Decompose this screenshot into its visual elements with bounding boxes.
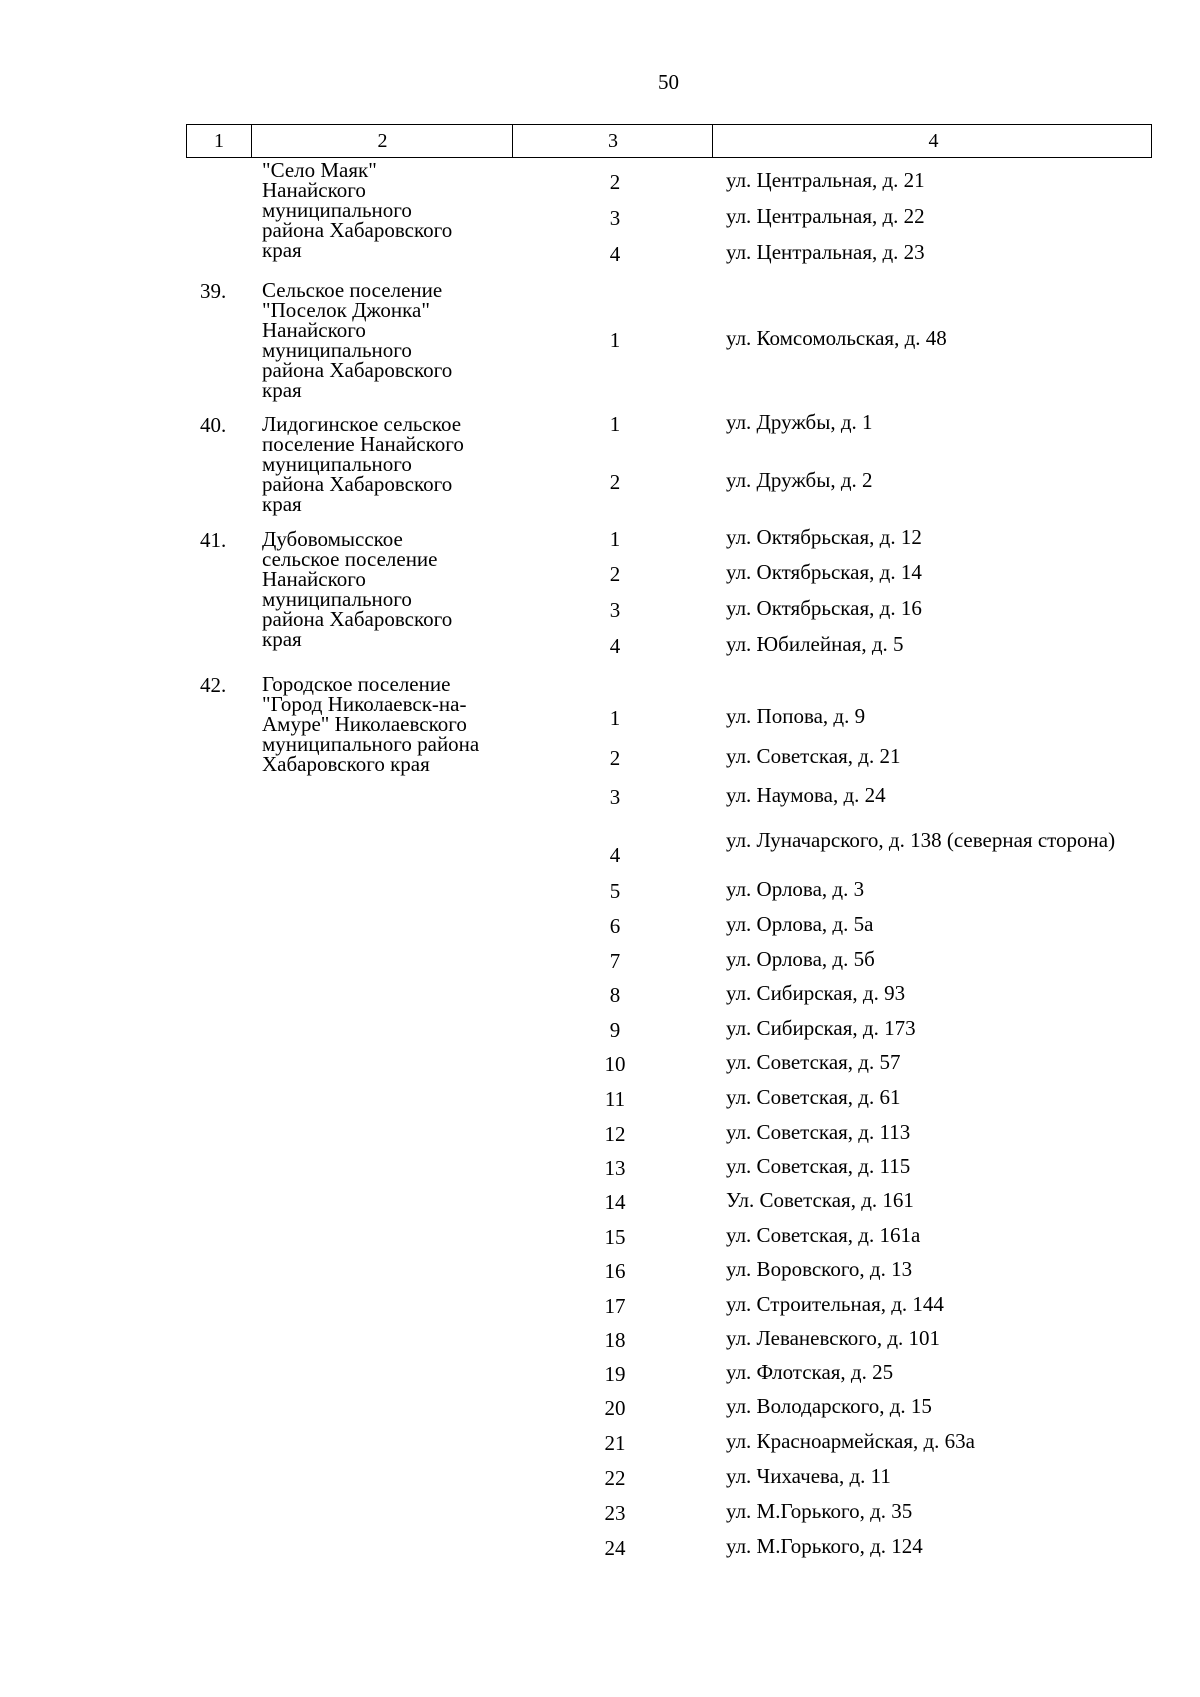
row-number: 2 [609,170,621,194]
row-address: ул. Воровского, д. 13 [726,1257,913,1281]
row-address: ул. Наумова, д. 24 [726,783,886,807]
table-row [560,242,1160,266]
row-address: ул. Юбилейная, д. 5 [726,632,904,656]
table-row [560,1536,1160,1560]
row-number: 12 [604,1122,626,1146]
row-address: ул. Орлова, д. 3 [726,877,865,901]
table-row [560,1156,1160,1180]
row-address: ул. Комсомольская, д. 48 [726,326,947,350]
table-row [560,1018,1160,1042]
name-line: "Город Николаевск-на- [262,692,467,716]
row-address: ул. Луначарского, д. 138 (северная сторона) [726,828,1116,852]
header-col-4: 4 [712,125,1154,157]
name-line: муниципального [262,452,412,476]
table-row [560,1225,1160,1249]
table-row [560,830,1160,874]
row-address: ул. М.Горького, д. 35 [726,1499,913,1523]
row-address: ул. Дружбы, д. 2 [726,468,873,492]
name-line: края [262,238,302,262]
table-row [560,706,1160,730]
row-address: ул. Октябрьская, д. 12 [726,525,922,549]
row-number: 10 [604,1052,626,1076]
row-address: ул. Чихачева, д. 11 [726,1464,891,1488]
row-number: 2 [609,470,621,494]
name-line: Нанайского [262,318,366,342]
name-line: района Хабаровского [262,358,453,382]
table-row [560,1052,1160,1076]
table-row [560,206,1160,230]
name-line: Амуре" Николаевского [262,712,467,736]
name-line: поселение Нанайского [262,432,464,456]
name-line: края [262,378,302,402]
table-row [560,1431,1160,1455]
header-col-1: 1 [214,129,224,152]
settlement-name [262,160,452,260]
row-number: 17 [604,1294,626,1318]
page-number: 50 [658,70,679,94]
table-header [186,124,1152,158]
row-address: ул. Попова, д. 9 [726,704,866,728]
row-address: ул. Октябрьская, д. 14 [726,560,922,584]
group-index: 42. [200,673,227,697]
row-number: 24 [604,1536,626,1560]
table-row [560,328,1160,352]
table-row [560,746,1160,770]
row-number: 23 [604,1501,626,1525]
name-line: Лидогинское сельское [262,412,462,436]
table-row [560,634,1160,658]
row-number: 16 [604,1259,626,1283]
row-number: 20 [604,1396,626,1420]
name-line: Нанайского [262,178,366,202]
table-row [560,527,1160,551]
table-row [560,1501,1160,1525]
name-line: сельское поселение [262,547,438,571]
row-number: 1 [609,412,621,436]
group-index: 41. [200,528,227,552]
row-address: ул. Дружбы, д. 1 [726,410,873,434]
name-line: муниципального [262,338,412,362]
row-number: 4 [609,843,621,867]
row-number: 4 [609,242,621,266]
name-line: "Поселок Джонка" [262,298,430,322]
name-line: Сельское поселение [262,278,443,302]
table-row [560,983,1160,1007]
row-number: 3 [609,206,621,230]
name-line: края [262,627,302,651]
table-row [560,598,1160,622]
row-number: 9 [609,1018,621,1042]
name-line: Дубовомысское [262,527,403,551]
name-line: Нанайского [262,567,366,591]
row-number: 1 [609,706,621,730]
name-line: края [262,492,302,516]
name-line: "Село Маяк" [262,158,377,182]
table-row [560,470,1160,494]
row-address: ул. Советская, д. 61 [726,1085,901,1109]
group-index: 40. [200,413,227,437]
name-line: муниципального [262,198,412,222]
row-number: 18 [604,1328,626,1352]
row-number: 2 [609,562,621,586]
row-address: ул. Советская, д. 161а [726,1223,921,1247]
name-line: муниципального района [262,732,480,756]
row-number: 3 [609,598,621,622]
table-row [560,562,1160,586]
row-address: ул. Октябрьская, д. 16 [726,596,922,620]
row-address: ул. Советская, д. 115 [726,1154,911,1178]
table-row [560,412,1160,436]
name-line: района Хабаровского [262,472,453,496]
row-number: 7 [609,949,621,973]
row-number: 15 [604,1225,626,1249]
row-number: 21 [604,1431,626,1455]
row-number: 2 [609,746,621,770]
settlement-name [262,280,452,400]
table-row [560,914,1160,938]
group-index: 39. [200,279,227,303]
table-row [560,1190,1160,1214]
header-col-3: 3 [512,125,713,157]
table-row [560,1328,1160,1352]
row-address: ул. Центральная, д. 22 [726,204,925,228]
row-number: 6 [609,914,621,938]
row-address: ул. Сибирская, д. 93 [726,981,906,1005]
table-row [560,1122,1160,1146]
row-number: 22 [604,1466,626,1490]
settlement-name [262,529,452,649]
row-address: ул. Володарского, д. 15 [726,1394,932,1418]
row-number: 3 [609,785,621,809]
table-row [560,1259,1160,1283]
row-address: ул. Орлова, д. 5а [726,912,874,936]
row-number: 19 [604,1362,626,1386]
row-address: ул. Сибирская, д. 173 [726,1016,916,1040]
settlement-name [262,674,479,774]
row-address: ул. Красноармейская, д. 63а [726,1429,975,1453]
name-line: Хабаровского края [262,752,430,776]
table-row [560,879,1160,903]
row-address: ул. Строительная, д. 144 [726,1292,944,1316]
row-number: 11 [604,1087,626,1111]
header-col-2: 2 [251,125,513,157]
name-line: района Хабаровского [262,218,453,242]
row-number: 8 [609,983,621,1007]
row-address: ул. М.Горького, д. 124 [726,1534,923,1558]
table-row [560,1396,1160,1420]
row-address: ул. Орлова, д. 5б [726,947,875,971]
table-row [560,170,1160,194]
row-address: Ул. Советская, д. 161 [726,1188,914,1212]
row-address: ул. Флотская, д. 25 [726,1360,894,1384]
row-number: 14 [604,1190,626,1214]
row-address: ул. Центральная, д. 21 [726,168,925,192]
row-address: ул. Леваневского, д. 101 [726,1326,941,1350]
table-row [560,1466,1160,1490]
row-address: ул. Советская, д. 57 [726,1050,901,1074]
table-row [560,949,1160,973]
name-line: района Хабаровского [262,607,453,631]
name-line: муниципального [262,587,412,611]
row-number: 4 [609,634,621,658]
table-row [560,1362,1160,1386]
row-number: 5 [609,879,621,903]
table-row [560,1294,1160,1318]
row-number: 1 [609,527,621,551]
name-line: Городское поселение [262,672,451,696]
row-number: 1 [609,328,621,352]
row-address: ул. Советская, д. 113 [726,1120,911,1144]
row-address: ул. Центральная, д. 23 [726,240,925,264]
table-row [560,1087,1160,1111]
table-row [560,785,1160,809]
settlement-name [262,414,464,514]
row-number: 13 [604,1156,626,1180]
row-address: ул. Советская, д. 21 [726,744,901,768]
